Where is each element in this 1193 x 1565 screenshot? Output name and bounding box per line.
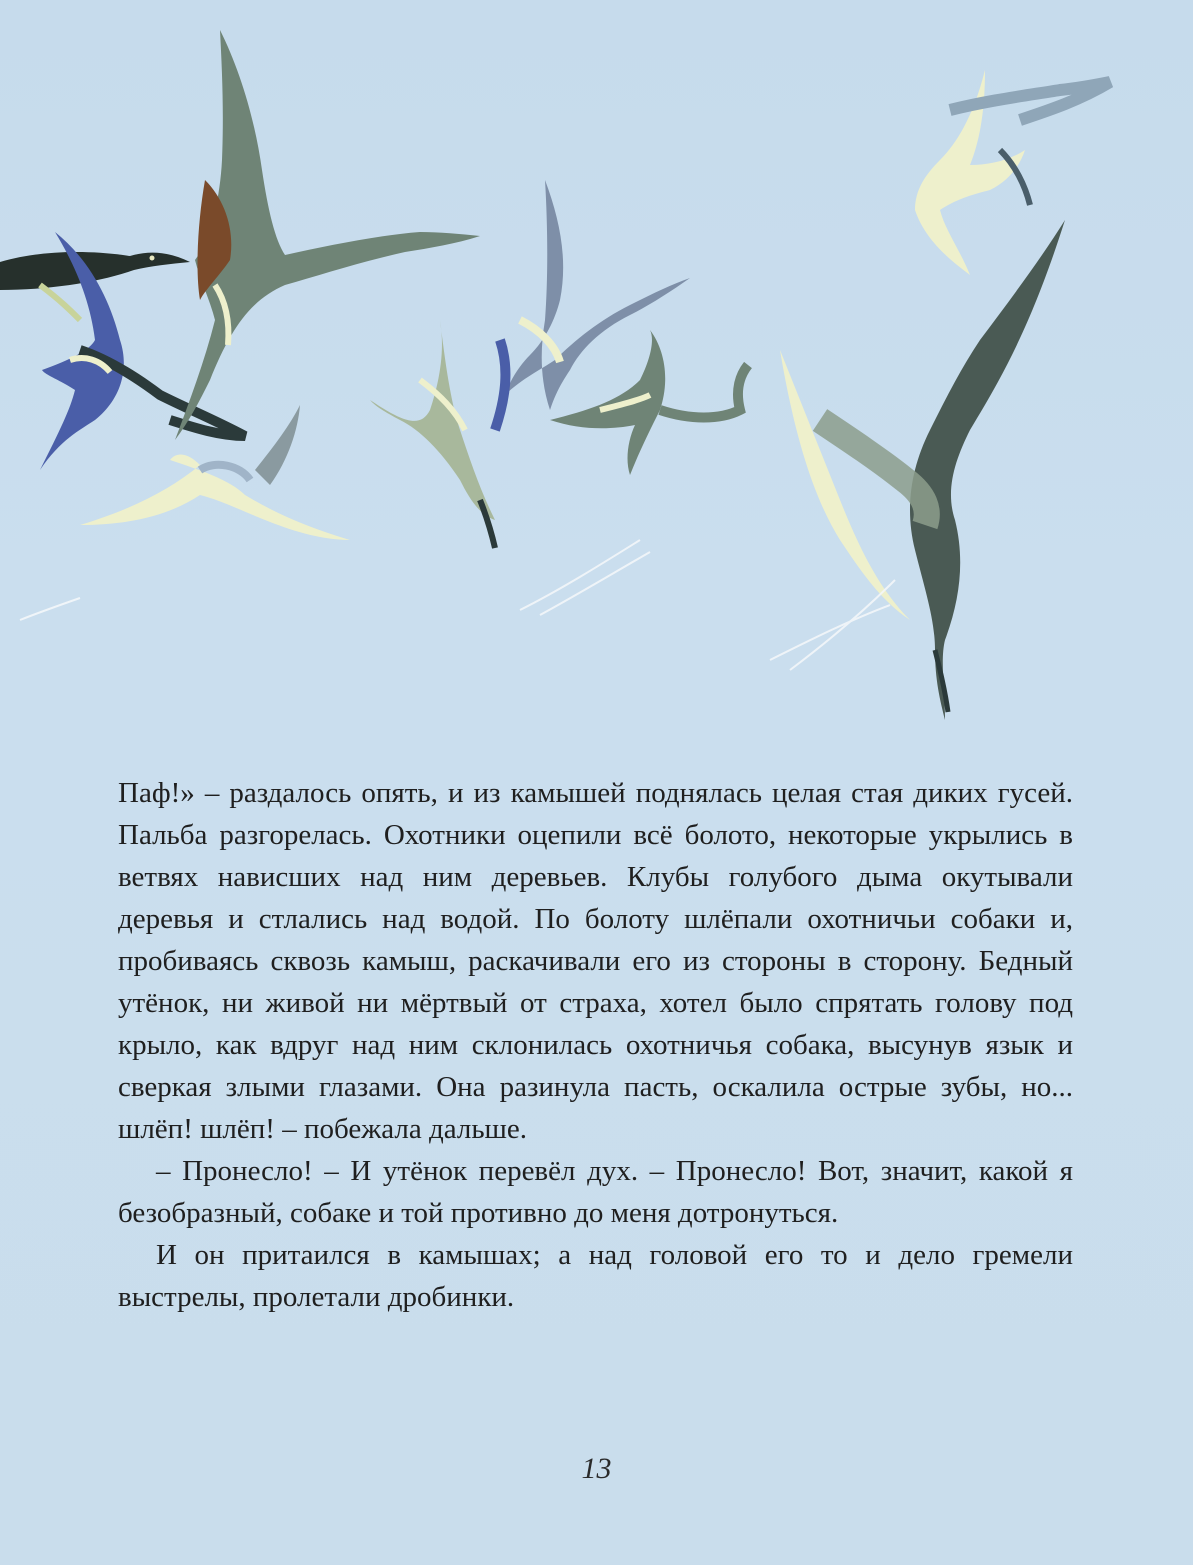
paragraph-1: Паф!» – раздалось опять, и из камышей поднялась целая стая диких гусей. Пальба разгорелась. Охотники оцепили всё болото, некоторые укрылись в ветвях нависших над ним деревьев. Клубы голубого дыма окутывали деревья и стлались над водой. По болоту шлёпали охотничьи собаки и, пробиваясь сквозь камыш, раскачивали его из стороны в сторону. Бедный утёнок, ни живой ни мёртвый от страха, хотел было спрятать голову под крыло, как вдруг над ним склонилась охотничья собака, высунув язык и сверкая злыми глазами. Она разинула пасть, оскалила острые зубы, но... шлёп! шлёп! – побежала дальше. (118, 777, 1073, 1145)
story-text (118, 772, 1073, 1318)
goose-diving-center (370, 320, 495, 548)
paragraph-3: И он притаился в камышах; а над головой его то и дело гремели выстрелы, пролетали дробинки. (118, 1239, 1073, 1313)
sky-brush-strokes (20, 540, 895, 670)
goose-upper-right (915, 70, 1110, 275)
page-number: 13 (581, 1452, 612, 1485)
paragraph-2: – Пронесло! – И утёнок перевёл дух. – Пронесло! Вот, значит, какой я безобразный, собаке и той противно до меня дотронуться. (118, 1155, 1073, 1229)
goose-large-brown (175, 30, 480, 440)
geese-illustration (0, 0, 1193, 740)
